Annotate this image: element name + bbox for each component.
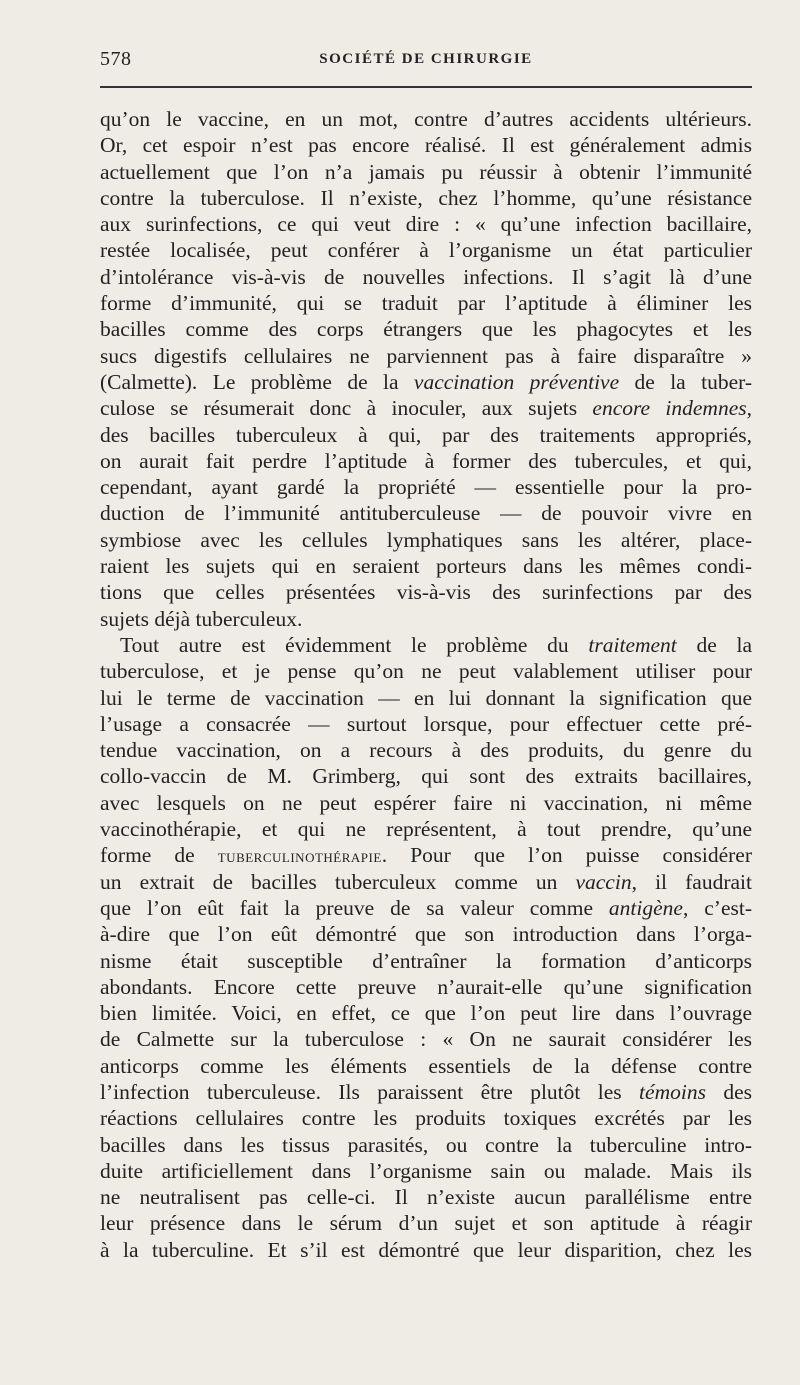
text-run: duction de l’immunité antituberculeuse — de pouvoir vivre en xyxy=(100,501,752,526)
text-line xyxy=(100,106,752,132)
text-run: tuberculose, et je pense qu’on ne peut valablement utiliser pour xyxy=(100,659,752,684)
text-run: un extrait de bacilles tuberculeux comme un xyxy=(100,869,576,894)
text-line xyxy=(100,632,752,658)
text-line xyxy=(100,1105,752,1131)
text-line xyxy=(100,1184,752,1210)
text-line xyxy=(100,185,752,211)
text-run: contre la tuberculose. Il n’existe, chez l’homme, qu’une résistance xyxy=(100,185,752,210)
text-run: bacilles comme des corps étrangers que les phagocytes et les xyxy=(100,317,752,342)
text-line xyxy=(100,448,752,474)
text-line xyxy=(100,1000,752,1026)
text-line xyxy=(100,1158,752,1184)
text-run: symbiose avec les cellules lymphatiques sans les altérer, place- xyxy=(100,527,752,552)
text-run: avec lesquels on ne peut espérer faire ni vaccination, ni même xyxy=(100,790,752,815)
text-run: de la xyxy=(676,632,752,657)
text-run: des bacilles tuberculeux à qui, par des traitements appropriés, xyxy=(100,422,752,447)
text-line xyxy=(100,369,752,395)
text-line xyxy=(100,842,752,868)
text-run: collo-vaccin de M. Grimberg, qui sont des extraits bacillaires, xyxy=(100,764,752,789)
text-line xyxy=(100,974,752,1000)
text-run: sucs digestifs cellulaires ne parviennent pas à faire disparaître » xyxy=(100,343,752,368)
text-line xyxy=(100,527,752,553)
text-line xyxy=(100,211,752,237)
text-line xyxy=(100,948,752,974)
text-run: forme d’immunité, qui se traduit par l’aptitude à éliminer les xyxy=(100,291,752,316)
text-run: bacilles dans les tissus parasités, ou contre la tuberculine intro- xyxy=(100,1132,752,1157)
text-run: leur présence dans le sérum d’un sujet et son aptitude à réagir xyxy=(100,1211,752,1236)
text-run: aux surinfections, ce qui veut dire : « qu’une infection bacillaire, xyxy=(100,212,752,237)
text-line xyxy=(100,658,752,684)
text-run: que l’on eût fait la preuve de sa valeur comme xyxy=(100,895,609,920)
text-run: actuellement que l’on n’a jamais pu réussir à obtenir l’immunité xyxy=(100,159,752,184)
italic-text: antigène xyxy=(608,895,683,920)
italic-text: encore indemnes xyxy=(592,396,747,421)
text-line xyxy=(100,1237,752,1263)
text-line xyxy=(100,343,752,369)
text-line xyxy=(100,1079,752,1105)
text-run: de Calmette sur la tuberculose : « On ne saurait considérer les xyxy=(100,1027,752,1052)
text-line xyxy=(100,1132,752,1158)
text-line xyxy=(100,237,752,263)
text-line xyxy=(100,395,752,421)
text-line xyxy=(100,290,752,316)
italic-text: vaccination préventive xyxy=(413,369,620,394)
text-run: culose se résumerait donc à inoculer, aux sujets xyxy=(100,396,593,421)
text-run: nisme était susceptible d’entraîner la formation d’anticorps xyxy=(100,948,752,973)
text-line xyxy=(100,553,752,579)
text-line xyxy=(100,1053,752,1079)
text-run: de la tuber- xyxy=(619,369,752,394)
italic-text: vaccin xyxy=(575,869,632,894)
text-run: l’usage a consacrée — surtout lorsque, pour effectuer cette pré- xyxy=(100,711,752,736)
text-line xyxy=(100,422,752,448)
text-line xyxy=(100,763,752,789)
text-run: forme de xyxy=(100,843,218,868)
text-line xyxy=(100,790,752,816)
text-run: raient les sujets qui en seraient porteurs dans les mêmes condi- xyxy=(100,554,752,579)
text-line xyxy=(100,132,752,158)
text-run: (Calmette). Le problème de la xyxy=(100,369,414,394)
text-line xyxy=(100,474,752,500)
text-line xyxy=(100,816,752,842)
text-run: . Pour que l’on puisse considérer xyxy=(381,843,752,868)
text-line xyxy=(100,500,752,526)
text-line xyxy=(100,1210,752,1236)
text-line xyxy=(100,316,752,342)
text-line xyxy=(100,711,752,737)
text-run: duite artificiellement dans l’organisme sain ou malade. Mais ils xyxy=(100,1158,752,1183)
text-line xyxy=(100,579,752,605)
text-run: bien limitée. Voici, en effet, ce que l’on peut lire dans l’ouvrage xyxy=(100,1001,752,1026)
text-run: Or, cet espoir n’est pas encore réalisé. Il est généralement admis xyxy=(100,133,752,158)
text-run: sujets déjà tuberculeux. xyxy=(100,606,303,631)
text-line xyxy=(100,869,752,895)
text-line xyxy=(100,685,752,711)
italic-text: traitement xyxy=(588,632,677,657)
text-line xyxy=(100,737,752,763)
text-run: vaccinothérapie, et qui ne représentent, à tout prendre, qu’une xyxy=(100,817,752,842)
text-run: ne neutralisent pas celle-ci. Il n’existe aucun parallélisme entre xyxy=(100,1185,752,1210)
text-run: réactions cellulaires contre les produits toxiques excrétés par les xyxy=(100,1106,752,1131)
text-run: tions que celles présentées vis-à-vis des surinfections par des xyxy=(100,580,752,605)
page-number: 578 xyxy=(100,47,132,70)
running-head: SOCIÉTÉ DE CHIRURGIE xyxy=(319,50,533,67)
text-run: qu’on le vaccine, en un mot, contre d’autres accidents ultérieurs. xyxy=(100,107,752,131)
text-run: Tout autre est évidemment le problème du xyxy=(120,632,589,657)
text-run: anticorps comme les éléments essentiels de la défense contre xyxy=(100,1053,752,1078)
text-run: lui le terme de vaccination — en lui donnant la signification que xyxy=(100,685,752,710)
text-line xyxy=(100,921,752,947)
text-run: abondants. Encore cette preuve n’aurait-elle qu’une signification xyxy=(100,974,752,999)
text-run: à la tuberculine. Et s’il est démontré que leur disparition, chez les xyxy=(100,1237,752,1262)
text-run: , il faudrait xyxy=(631,869,752,894)
text-line xyxy=(100,264,752,290)
text-run: cependant, ayant gardé la propriété — essentielle pour la pro- xyxy=(100,475,752,500)
italic-text: témoins xyxy=(639,1079,706,1104)
text-run: , c’est- xyxy=(682,895,752,920)
text-run: à-dire que l’on eût démontré que son introduction dans l’orga- xyxy=(100,922,752,947)
text-line xyxy=(100,895,752,921)
text-run: l’infection tuberculeuse. Ils paraissent être plutôt les xyxy=(100,1079,640,1104)
header-rule xyxy=(100,86,752,88)
text-run: , xyxy=(746,396,752,421)
text-run: d’intolérance vis-à-vis de nouvelles infections. Il s’agit là d’une xyxy=(100,264,752,289)
text-run: des xyxy=(705,1079,752,1104)
small-caps-text: tuberculinothérapie xyxy=(217,846,382,867)
text-run: restée localisée, peut conférer à l’organisme un état particulier xyxy=(100,238,752,263)
text-line xyxy=(100,1026,752,1052)
text-line xyxy=(100,159,752,185)
text-line xyxy=(100,606,752,632)
body-text xyxy=(100,106,752,1263)
text-run: on aurait fait perdre l’aptitude à former des tubercules, et qui, xyxy=(100,448,752,473)
page-header xyxy=(100,44,752,74)
text-run: tendue vaccination, on a recours à des produits, du genre du xyxy=(100,738,752,763)
